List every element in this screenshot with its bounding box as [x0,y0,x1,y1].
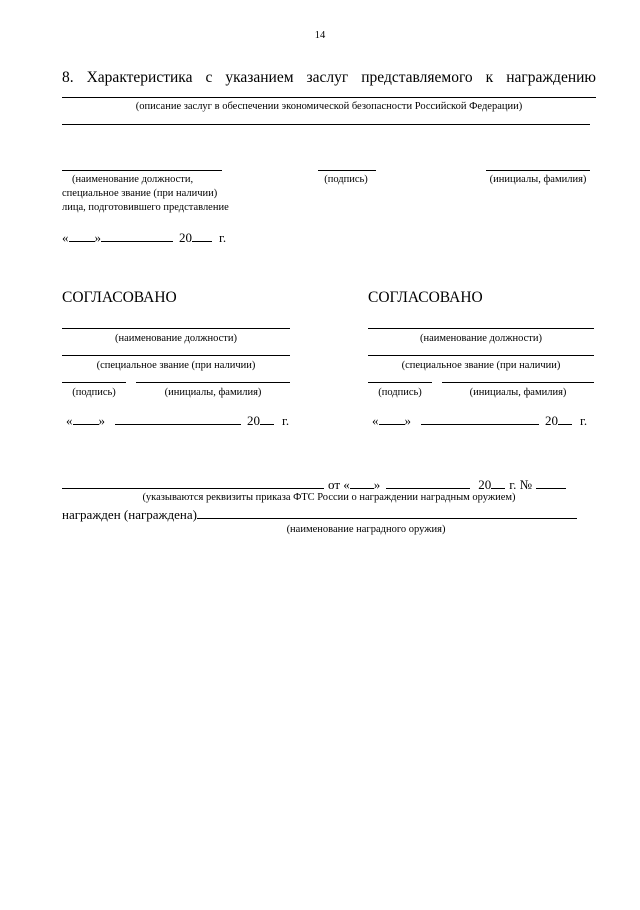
approval-left-signature-line[interactable] [62,382,126,383]
date-month-field[interactable] [101,241,173,242]
merits-line-1[interactable] [62,97,596,98]
approval-right-position-line[interactable] [368,328,594,329]
order-year-field[interactable] [491,488,505,489]
date-year-suffix: г. [219,230,227,245]
date-year-suffix: г. [282,413,290,428]
caption-preparer-position: (наименование должности, [72,174,194,185]
approval-left-caption-position: (наименование должности) [114,333,238,344]
approval-right-signature-line[interactable] [368,382,432,383]
date-year-field[interactable] [260,424,274,425]
date-year-suffix: г. [580,413,588,428]
approval-left-rank-line[interactable] [62,355,290,356]
approval-left-caption-signature: (подпись) [72,387,116,398]
order-from-label: от « [328,477,350,492]
order-requisites-field[interactable] [62,488,324,489]
order-line [62,477,566,493]
caption-preparer-person: лица, подготовившего представление [62,202,229,213]
caption-preparer-name: (инициалы, фамилия) [489,174,587,185]
approval-left-position-line[interactable] [62,328,290,329]
preparer-date [62,230,226,246]
approval-right-caption-signature: (подпись) [378,387,422,398]
order-date-close: » [373,477,381,492]
caption-preparer-signature: (подпись) [324,174,368,185]
approval-right-caption-rank: (специальное звание (при наличии) [401,360,561,371]
caption-merits: (описание заслуг в обеспечении экономической безопасности Российской Федерации) [135,101,523,112]
date-open-quote: « [372,413,379,428]
award-weapon-field[interactable] [197,518,577,519]
order-number-label: г. № [509,477,533,492]
date-day-field[interactable] [379,424,405,425]
approval-right-caption-position: (наименование должности) [419,333,543,344]
date-month-field[interactable] [421,424,539,425]
order-year-prefix: 20 [478,477,492,492]
date-year-prefix: 20 [545,413,558,428]
order-month-field[interactable] [386,488,470,489]
section-8-heading: 8. Характеристика с указанием заслуг представляемого к награждению [62,69,596,86]
approval-left-heading: СОГЛАСОВАНО [62,289,177,306]
date-close-quote: » [94,230,101,245]
preparer-name-line[interactable] [486,170,590,171]
merits-line-2[interactable] [62,124,590,125]
approval-left-name-line[interactable] [136,382,290,383]
date-close-quote: » [404,413,411,428]
awarded-label: награжден (награждена) [62,507,197,522]
page-number: 14 [314,30,326,41]
caption-order-requisites: (указываются реквизиты приказа ФТС России о награждении наградным оружием) [142,492,516,503]
order-number-field[interactable] [536,488,566,489]
date-day-field[interactable] [69,241,95,242]
preparer-signature-line[interactable] [318,170,376,171]
date-open-quote: « [62,230,69,245]
approval-right-rank-line[interactable] [368,355,594,356]
date-day-field[interactable] [73,424,99,425]
approval-right-name-line[interactable] [442,382,594,383]
approval-right-date [372,413,587,429]
date-close-quote: » [98,413,105,428]
date-open-quote: « [66,413,73,428]
caption-preparer-rank: специальное звание (при наличии) [62,188,218,199]
approval-left-caption-rank: (специальное звание (при наличии) [96,360,256,371]
date-year-prefix: 20 [247,413,260,428]
order-day-field[interactable] [350,488,374,489]
date-month-field[interactable] [115,424,241,425]
approval-left-date [66,413,289,429]
caption-award-weapon: (наименование наградного оружия) [286,524,446,535]
approval-left-caption-name: (инициалы, фамилия) [164,387,262,398]
approval-right-heading: СОГЛАСОВАНО [368,289,483,306]
preparer-position-line[interactable] [62,170,222,171]
approval-right-caption-name: (инициалы, фамилия) [469,387,567,398]
awarded-line [62,507,577,523]
date-year-field[interactable] [558,424,572,425]
date-year-prefix: 20 [179,230,192,245]
date-year-field[interactable] [192,241,212,242]
